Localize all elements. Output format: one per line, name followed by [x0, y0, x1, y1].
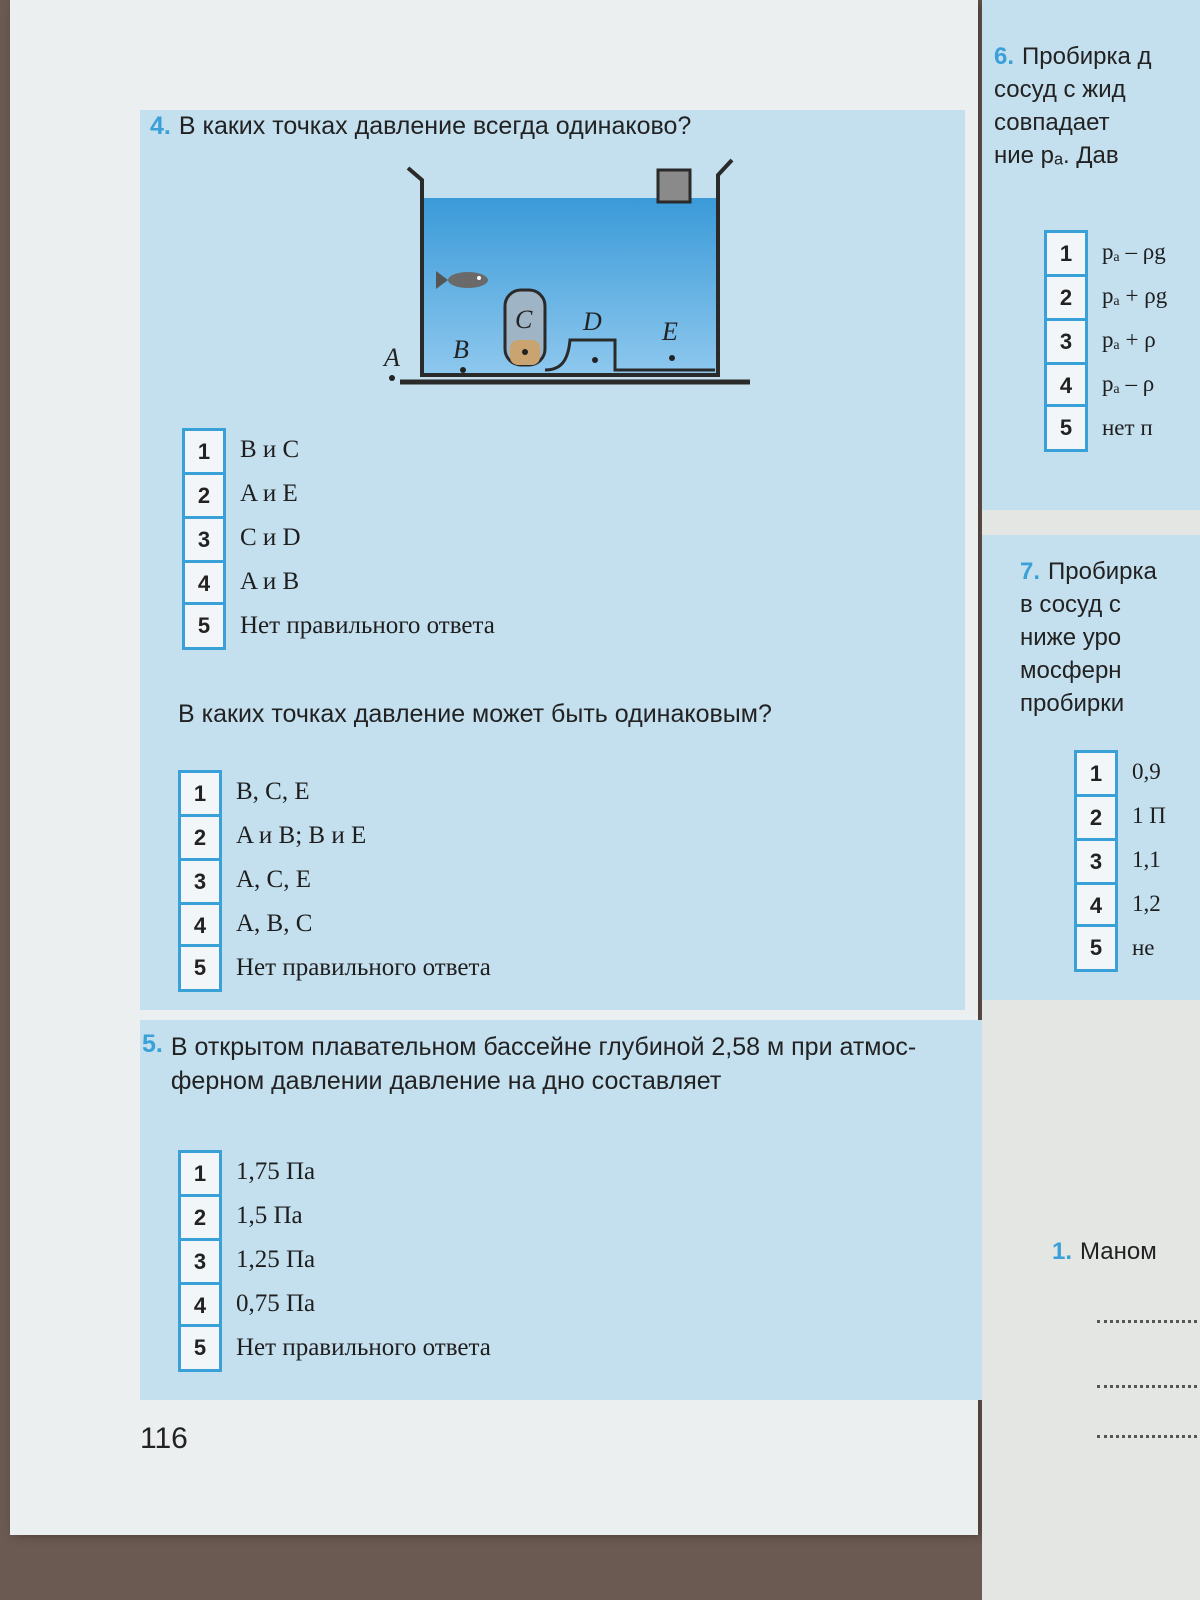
option-text: Нет правильного ответа — [236, 954, 491, 981]
option-number: 4 — [178, 1282, 222, 1327]
sub-option-4[interactable] — [178, 902, 491, 946]
left-page — [10, 0, 978, 1535]
option-number: 4 — [178, 902, 222, 947]
point-a-dot — [389, 375, 395, 381]
option-number: 2 — [178, 1194, 222, 1239]
option-text: pₐ – ρg — [1102, 239, 1166, 264]
option-text: A, B, C — [236, 910, 313, 937]
option-text: 1,5 Па — [236, 1202, 303, 1229]
option-4[interactable] — [178, 1282, 491, 1326]
question-6-text: Пробирка д сосуд с жид совпадает ние pₐ. Дав — [994, 43, 1152, 169]
option-number: 1 — [1044, 230, 1088, 275]
point-c-label: C — [515, 305, 533, 334]
option-number: 3 — [1044, 318, 1088, 363]
question-7-title — [1020, 555, 1157, 720]
option-number: 5 — [178, 1324, 222, 1372]
option-3[interactable] — [1074, 838, 1166, 882]
point-b-label: B — [453, 335, 469, 364]
option-2[interactable] — [1044, 274, 1167, 318]
option-number: 1 — [178, 770, 222, 815]
option-number: 5 — [1074, 924, 1118, 972]
option-5[interactable] — [1044, 406, 1167, 450]
point-e-dot — [669, 355, 675, 361]
question-4-number: 4. — [150, 112, 171, 140]
point-d-label: D — [583, 307, 602, 336]
page-number: 116 — [140, 1422, 188, 1455]
option-number: 5 — [182, 602, 226, 650]
option-1[interactable] — [182, 428, 495, 472]
option-4[interactable] — [182, 560, 495, 604]
option-3[interactable] — [178, 1238, 491, 1282]
option-5[interactable] — [1074, 926, 1166, 970]
option-text: A и E — [240, 480, 298, 507]
option-number: 3 — [178, 858, 222, 903]
option-3[interactable] — [182, 516, 495, 560]
option-2[interactable] — [1074, 794, 1166, 838]
option-text: Нет правильного ответа — [236, 1334, 491, 1361]
option-text: pₐ – ρ — [1102, 371, 1155, 396]
option-5[interactable] — [178, 1326, 491, 1370]
sub-option-2[interactable] — [178, 814, 491, 858]
question-4-subquestion — [178, 700, 772, 729]
task-1-title — [1052, 1235, 1157, 1268]
floating-cube — [658, 170, 690, 202]
task-1-number: 1. — [1052, 1238, 1073, 1265]
option-number: 4 — [1074, 882, 1118, 927]
option-number: 1 — [178, 1150, 222, 1195]
option-number: 3 — [178, 1238, 222, 1283]
question-6-title — [994, 40, 1152, 172]
option-1[interactable] — [178, 1150, 491, 1194]
point-d-dot — [592, 357, 598, 363]
option-text: 1 П — [1132, 803, 1166, 828]
option-text: A и B — [240, 568, 300, 595]
option-number: 4 — [182, 560, 226, 605]
option-text: 1,25 Па — [236, 1246, 316, 1273]
option-number: 2 — [1074, 794, 1118, 839]
option-1[interactable] — [1044, 230, 1167, 274]
option-4[interactable] — [1074, 882, 1166, 926]
question-7-number: 7. — [1020, 558, 1041, 585]
point-a-label: A — [384, 343, 400, 372]
vessel-diagram — [380, 130, 760, 400]
answer-line[interactable] — [1097, 1435, 1197, 1438]
question-5-number: 5. — [142, 1030, 163, 1058]
right-page — [982, 0, 1200, 1600]
subquestion-text: В каких точках давление может быть одинаковым? — [178, 700, 772, 728]
option-number: 1 — [1074, 750, 1118, 795]
question-7-options — [1074, 750, 1166, 970]
point-e-label: E — [662, 317, 678, 346]
option-text: B, C, E — [236, 778, 310, 805]
question-4-sub-options — [178, 770, 491, 990]
sub-option-5[interactable] — [178, 946, 491, 990]
option-number: 5 — [1044, 404, 1088, 452]
option-number: 1 — [182, 428, 226, 473]
option-2[interactable] — [178, 1194, 491, 1238]
option-text: 1,1 — [1132, 847, 1161, 872]
point-b-dot — [460, 367, 466, 373]
option-3[interactable] — [1044, 318, 1167, 362]
question-7-text: Пробирка в сосуд с ниже уро мосферн пробирки — [1020, 558, 1157, 717]
answer-line[interactable] — [1097, 1385, 1197, 1388]
option-text: C и D — [240, 524, 301, 551]
option-4[interactable] — [1044, 362, 1167, 406]
sub-option-3[interactable] — [178, 858, 491, 902]
question-6-options — [1044, 230, 1167, 450]
option-text: 1,2 — [1132, 891, 1161, 916]
question-4-text: В каких точках давление всегда одинаково? — [178, 112, 692, 140]
option-2[interactable] — [182, 472, 495, 516]
option-text: Нет правильного ответа — [240, 612, 495, 639]
option-text: A и B; B и E — [236, 822, 367, 849]
question-6-number: 6. — [994, 43, 1015, 70]
option-text: не — [1132, 935, 1155, 960]
option-text: A, C, E — [236, 866, 311, 893]
option-number: 5 — [178, 944, 222, 992]
option-text: 0,9 — [1132, 759, 1161, 784]
question-5-text: В открытом плавательном бассейне глубиной 2,58 м при атмос- ферном давлении давление на дно составляет — [170, 1033, 917, 1095]
sub-option-1[interactable] — [178, 770, 491, 814]
option-text: pₐ + ρg — [1102, 283, 1168, 308]
option-text: 0,75 Па — [236, 1290, 316, 1317]
option-text: B и C — [240, 436, 300, 463]
option-text: 1,75 Па — [236, 1158, 316, 1185]
question-4-options — [182, 428, 495, 648]
option-number: 2 — [178, 814, 222, 859]
option-text: pₐ + ρ — [1102, 327, 1156, 352]
option-text: нет п — [1102, 415, 1153, 440]
question-5-options — [178, 1150, 491, 1370]
option-number: 3 — [1074, 838, 1118, 883]
task-1-text: Маном — [1080, 1238, 1157, 1265]
question-5-title — [142, 1030, 982, 1098]
option-number: 4 — [1044, 362, 1088, 407]
option-number: 2 — [1044, 274, 1088, 319]
option-5[interactable] — [182, 604, 495, 648]
option-number: 2 — [182, 472, 226, 517]
answer-line[interactable] — [1097, 1320, 1197, 1323]
option-number: 3 — [182, 516, 226, 561]
option-1[interactable] — [1074, 750, 1166, 794]
